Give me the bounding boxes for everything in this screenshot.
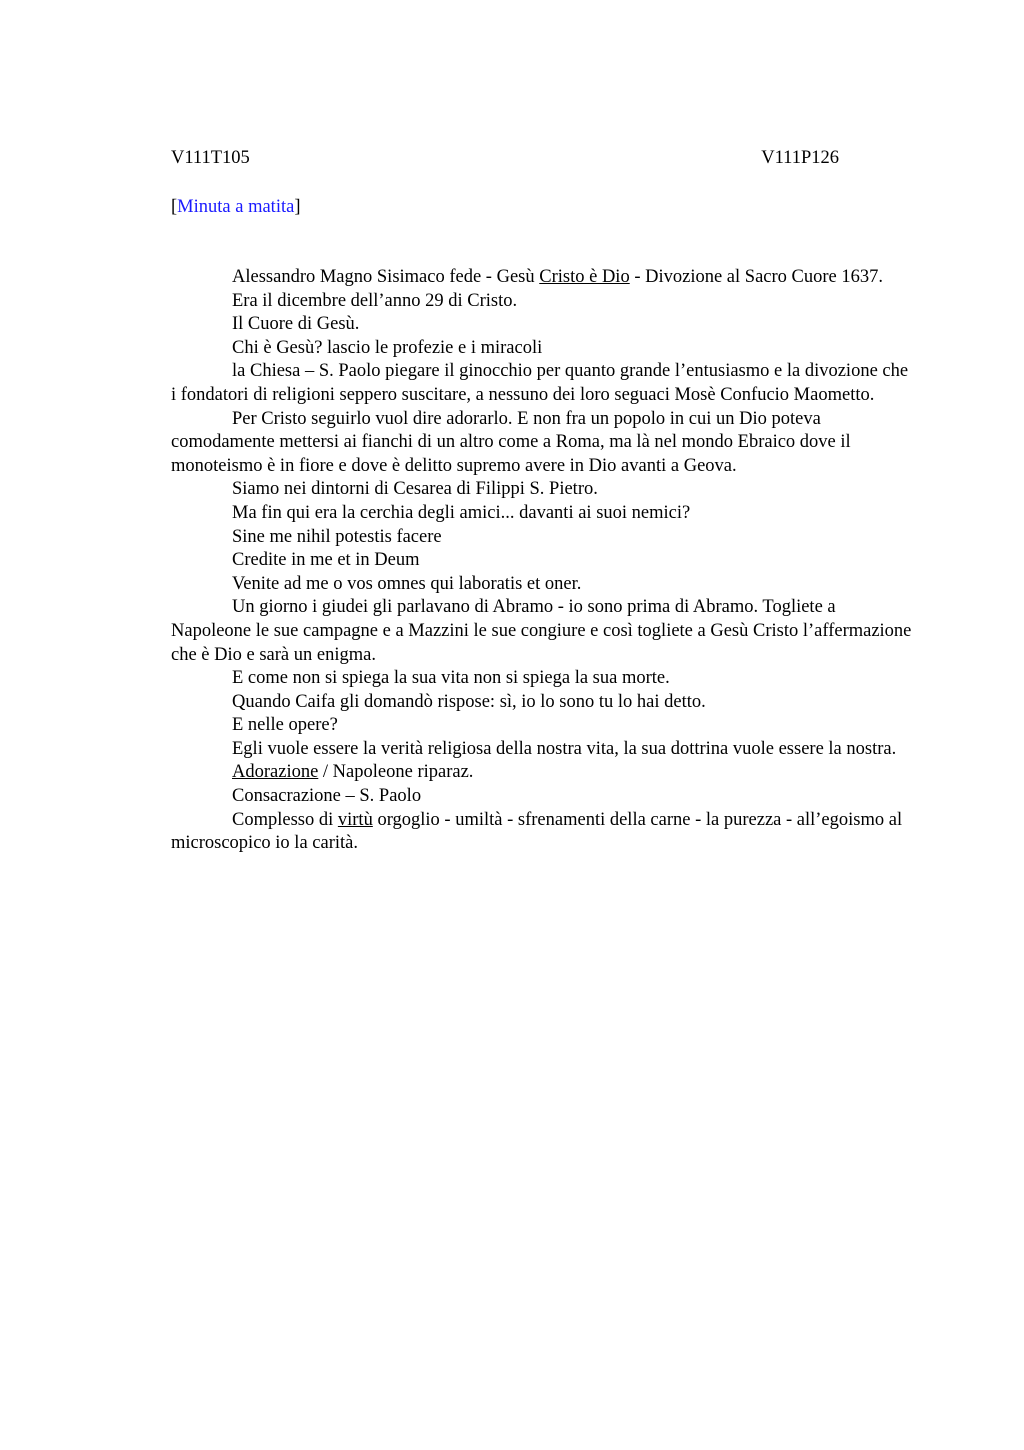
paragraph-5: la Chiesa – S. Paolo piegare il ginocchio per quanto grande l’entusiasmo e la divozione che i fondatori di religioni seppero suscitare, a nessuno dei loro seguaci Mosè Confucio Maometto.	[171, 361, 909, 405]
paragraph-2: Era il dicembre dell’anno 29 di Cristo.	[232, 290, 518, 311]
paragraph-4: Chi è Gesù? lascio le profezie e i miracoli	[232, 337, 543, 358]
paragraph-13: E come non si spiega la sua vita non si spiega la sua morte.	[232, 668, 670, 689]
note-open-bracket: [	[171, 197, 178, 217]
paragraph-1	[171, 266, 916, 290]
paragraph-1-underlined: Cristo è Dio	[539, 267, 630, 287]
paragraph-12: Un giorno i giudei gli parlavano di Abramo - io sono prima di Abramo. Togliete a Napoleone le sue campagne e a Mazzini le sue congiure e così togliete a Gesù Cristo l’affermazione che è Dio e sarà un enigma.	[171, 597, 912, 665]
document-header	[171, 146, 839, 170]
paragraph-8: Ma fin qui era la cerchia degli amici... davanti ai suoi nemici?	[232, 502, 691, 523]
paragraph-19-text-a: Complesso di	[232, 809, 338, 830]
paragraph-7: Siamo nei dintorni di Cesarea di Filippi S. Pietro.	[232, 479, 598, 500]
paragraph-14: Quando Caifa gli domandò rispose: sì, io lo sono tu lo hai detto.	[232, 691, 706, 712]
paragraph-19-text-b: orgoglio - umiltà - sfrenamenti della carne - la purezza - all’egoismo al microscopico io la carità.	[171, 809, 903, 854]
paragraph-17	[171, 761, 916, 785]
paragraph-1-text-b: - Divozione al Sacro Cuore 1637.	[629, 267, 883, 287]
note-label-link[interactable]: Minuta a matita	[177, 197, 295, 217]
paragraph-16: Egli vuole essere la verità religiosa della nostra vita, la sua dottrina vuole essere la nostra.	[232, 738, 897, 759]
paragraph-15: E nelle opere?	[232, 715, 338, 736]
document-code-left: V111T105	[171, 148, 250, 168]
paragraph-1-text-a: Alessandro Magno Sisimaco fede - Gesù	[232, 267, 540, 287]
paragraph-18: Consacrazione – S. Paolo	[232, 786, 422, 807]
paragraph-9: Sine me nihil potestis facere	[232, 526, 442, 547]
paragraph-3: Il Cuore di Gesù.	[232, 314, 360, 335]
editorial-note	[171, 195, 300, 219]
paragraph-17-text-b: / Napoleone riparaz.	[318, 762, 474, 783]
paragraph-19	[171, 809, 916, 856]
paragraph-10: Credite in me et in Deum	[232, 550, 420, 571]
document-code-right: V111P126	[761, 148, 839, 168]
paragraph-17-underlined: Adorazione	[232, 762, 319, 783]
document-body	[171, 266, 916, 856]
paragraph-11: Venite ad me o vos omnes qui laboratis et oner.	[232, 573, 582, 594]
paragraph-19-underlined: virtù	[337, 809, 373, 830]
paragraph-6: Per Cristo seguirlo vuol dire adorarlo. E non fra un popolo in cui un Dio poteva comodamente mettersi ai fianchi di un altro come a Roma, ma là nel mondo Ebraico dove il monoteismo è in fiore e dove è delitto supremo avere in Dio avanti a Geova.	[171, 408, 851, 476]
note-close-bracket: ]	[294, 197, 301, 217]
